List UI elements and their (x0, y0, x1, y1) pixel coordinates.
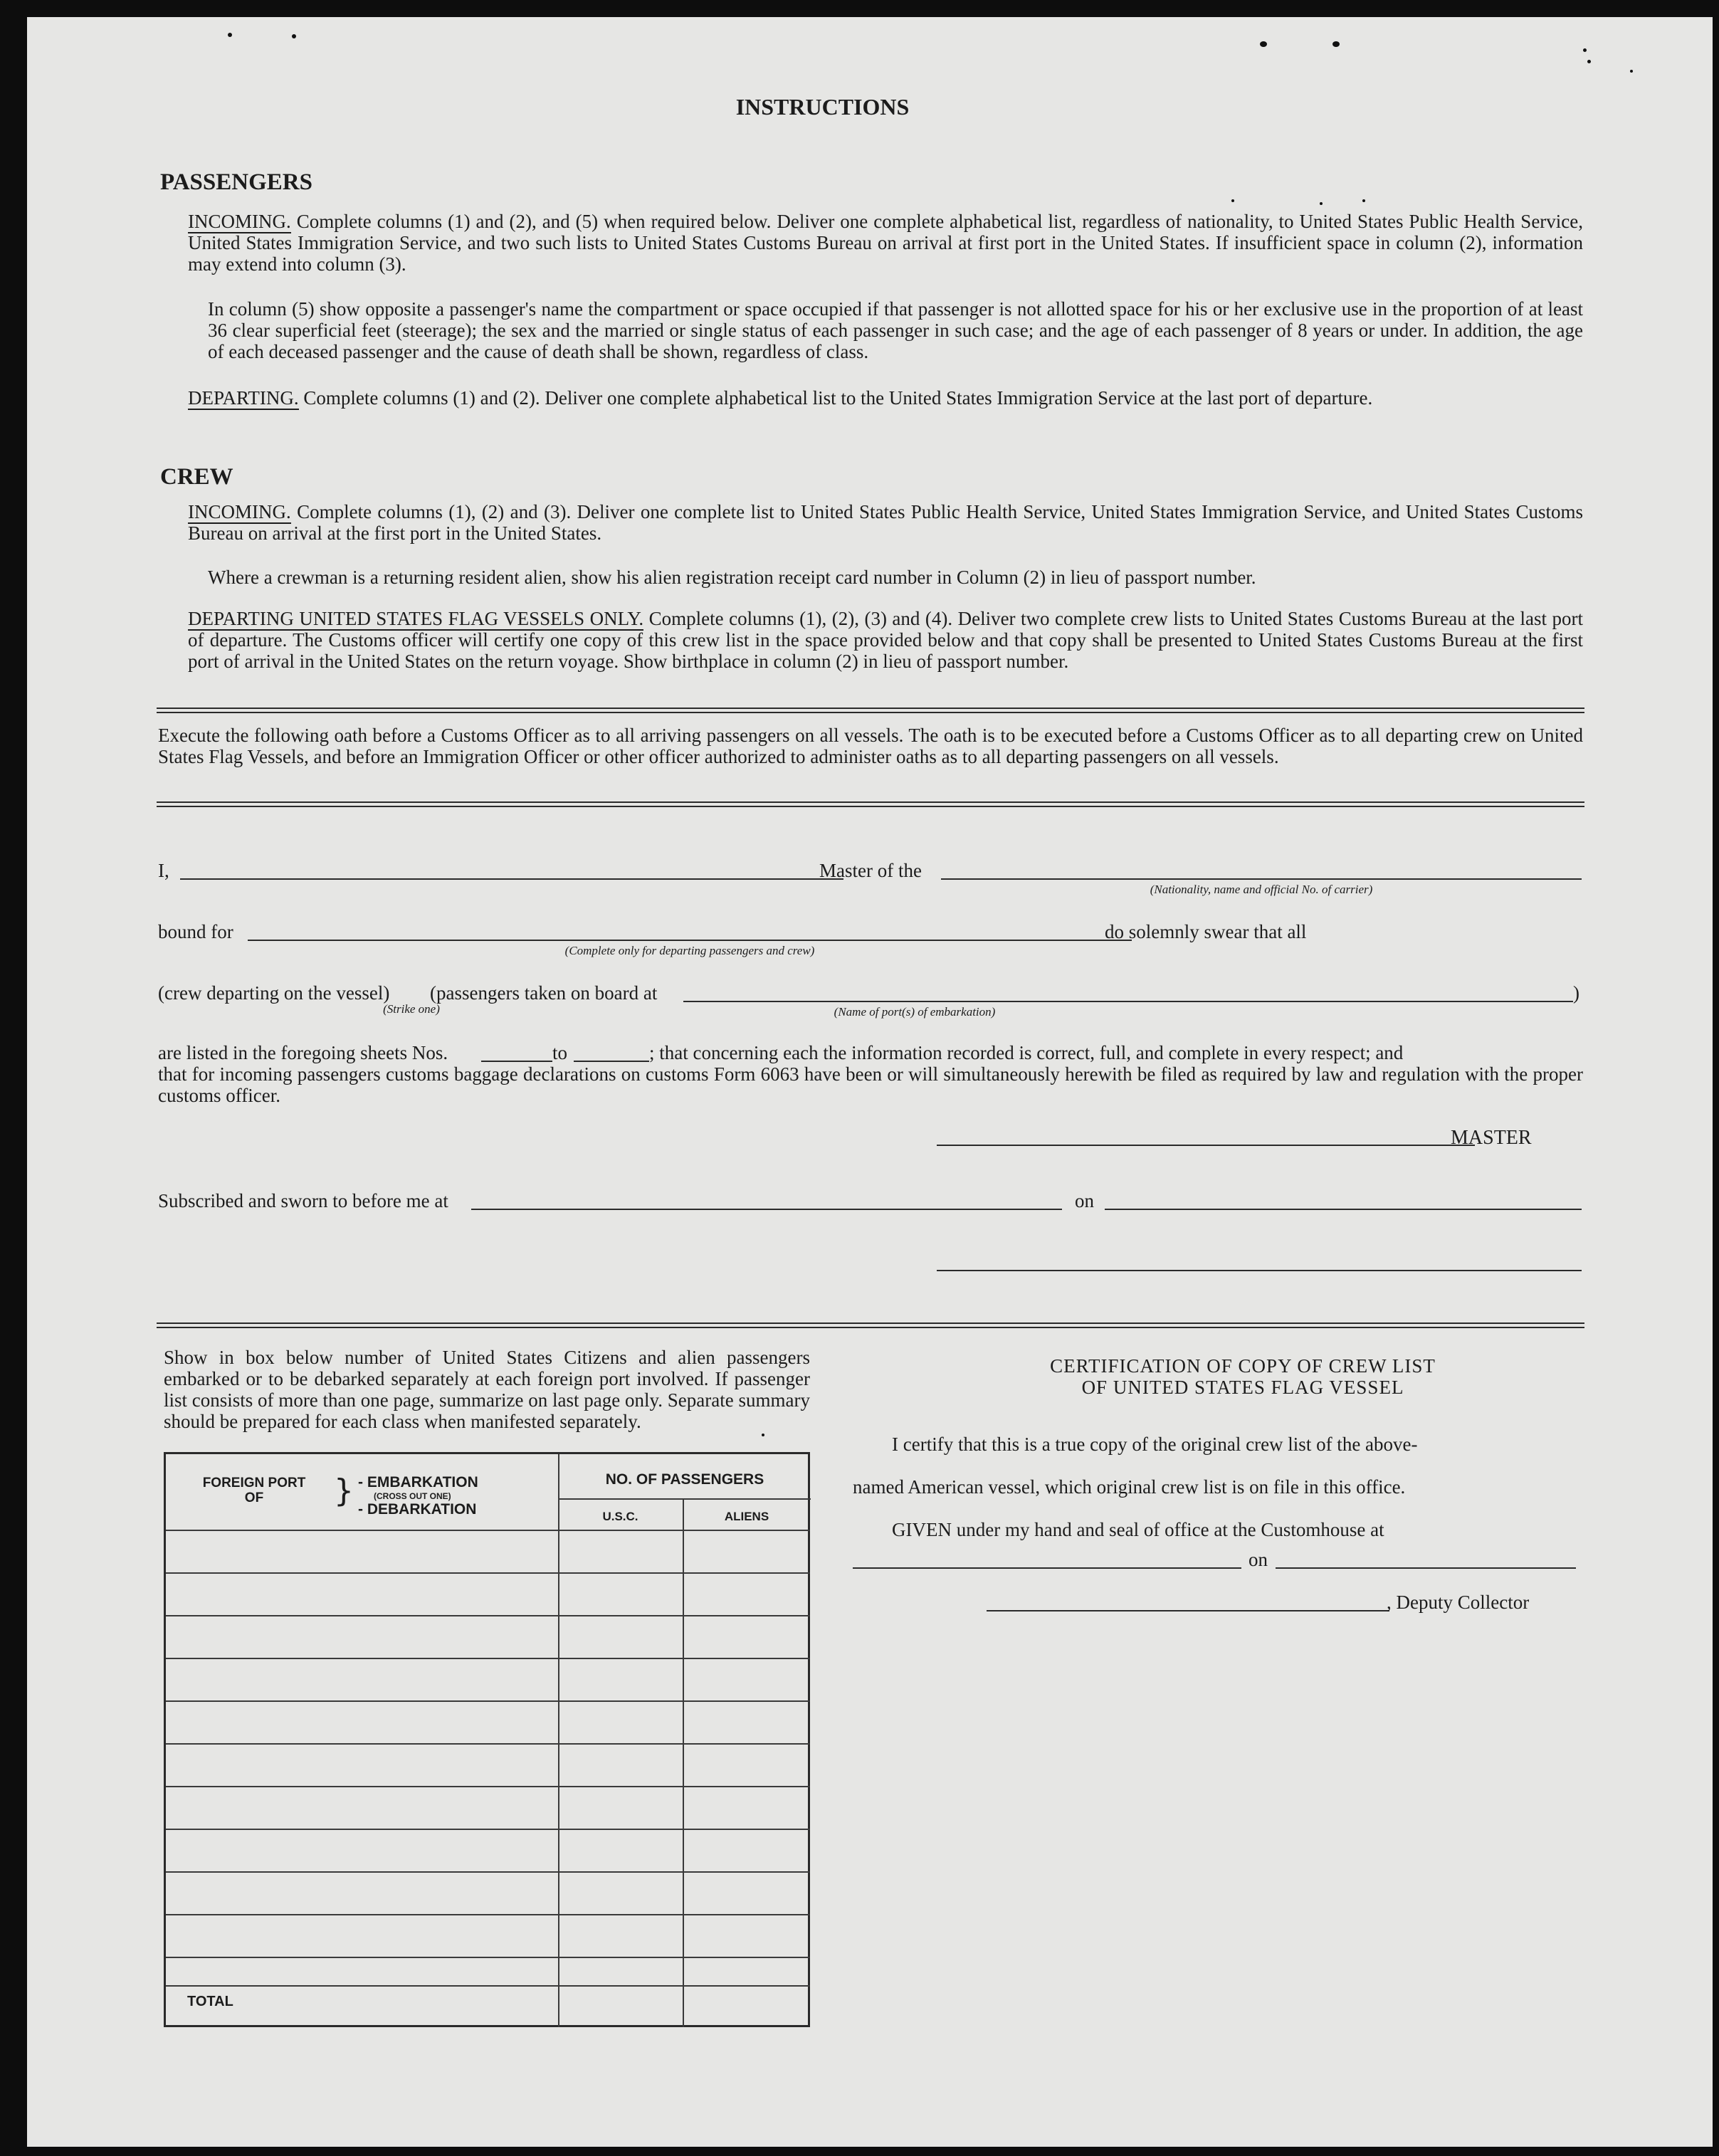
crew-departing-label: DEPARTING UNITED STATES FLAG VESSELS ONLY. (188, 608, 644, 629)
carrier-field[interactable] (941, 878, 1582, 880)
master-name-field[interactable] (180, 878, 843, 880)
crew-heading: CREW (160, 464, 233, 490)
passengers-heading: PASSENGERS (160, 169, 312, 195)
passengers-incoming-text: Complete columns (1) and (2), and (5) when required below. Deliver one complete alphabetical list, regardless of nationality, to United States Public Health Service, United States Immigration Service, and two such lists to United States Customs Bureau on arrival at first port in the United States. If insufficient space in column (2), information may extend into column (3). (188, 211, 1584, 275)
listed-sheets-continuation: ; that concerning each the information recorded is correct, full, and complete in every respect; and (649, 1042, 1404, 1063)
deputy-signature-field[interactable] (987, 1610, 1389, 1611)
passengers-column5-paragraph: In column (5) show opposite a passenger's name the compartment or space occupied if that passenger is not allotted space for his or her exclusive use in the proportion of at least 36 clear superficial feet (steerage); the sex and the married or single status of each passenger in such case; and the age of each passenger of 8 years or under. In addition, the age of each deceased passenger and the cause of death shall be shown, regardless of class. (208, 298, 1583, 362)
sworn-date-field[interactable] (1105, 1209, 1582, 1210)
scan-speck (1630, 70, 1633, 73)
document-page (27, 17, 1713, 2147)
master-of-the-label: Master of the (819, 860, 922, 881)
header-divider (558, 1498, 811, 1500)
total-label: TOTAL (187, 1994, 233, 2009)
table-row (166, 1572, 810, 1574)
officer-signature-field[interactable] (937, 1270, 1582, 1271)
sheet-from-field[interactable] (481, 1061, 552, 1062)
given-text: GIVEN under my hand and seal of office at the Customhouse at (892, 1519, 1384, 1540)
passengers-departing-label: DEPARTING. (188, 387, 299, 409)
cross-out-one-note: (CROSS OUT ONE) (374, 1491, 451, 1501)
master-signature-field[interactable] (937, 1145, 1475, 1146)
page-title: INSTRUCTIONS (735, 94, 910, 120)
sworn-on-label: on (1075, 1190, 1094, 1211)
nationality-caption: (Nationality, name and official No. of carrier) (1150, 883, 1373, 896)
crew-incoming-text: Complete columns (1), (2) and (3). Deliver one complete list to United States Public Health Service, United States Immigration Service, and United States Customs Bureau on arrival at the first port in the United States. (188, 501, 1584, 544)
crew-departing-option[interactable]: (crew departing on the vessel) (158, 982, 390, 1004)
passengers-incoming-paragraph (188, 211, 1583, 275)
scan-speck (1583, 48, 1587, 52)
scan-speck (1231, 199, 1234, 202)
certification-on-label: on (1248, 1549, 1268, 1570)
scan-speck (292, 34, 296, 38)
foreign-port-of-header: FOREIGN PORT OF (202, 1476, 306, 1505)
summary-instructions: Show in box below number of United States Citizens and alien passengers embarked or to be debarked separately at each foreign port involved. If passenger list consists of more than one page, summarize on last page only. Separate summary should be prepared for each class when manifested separately. (164, 1347, 810, 1432)
scan-speck (1320, 202, 1323, 205)
customhouse-field[interactable] (853, 1567, 1241, 1569)
table-row (166, 1786, 810, 1787)
aliens-header: ALIENS (724, 1510, 769, 1523)
passengers-taken-option[interactable]: (passengers taken on board at (430, 982, 658, 1004)
listed-sheets-rest: that for incoming passengers customs baggage declarations on customs Form 6063 have been or will simultaneously herewith be filed as required by law and regulation with the proper customs officer. (158, 1063, 1583, 1106)
table-row (166, 1985, 810, 1987)
sheet-to-field[interactable] (574, 1061, 649, 1062)
certification-date-field[interactable] (1276, 1567, 1576, 1569)
ports-caption: (Name of port(s) of embarkation) (834, 1005, 996, 1019)
crew-departing-paragraph (188, 608, 1583, 672)
certify-line1: I certify that this is a true copy of the original crew list of the above- (892, 1434, 1418, 1455)
divider-double (157, 801, 1584, 807)
certification-title (903, 1355, 1583, 1398)
scan-speck (1587, 60, 1591, 63)
embarkation-option[interactable]: - EMBARKATION (358, 1474, 478, 1490)
oath-intro: Execute the following oath before a Customs Officer as to all arriving passengers on all vessels. The oath is to be executed before a Customs Officer as to all departing crew on United States Flag Vessels, and before an Immigration Officer or other officer authorized to administer oaths as to all departing passengers on all vessels. (158, 725, 1583, 767)
table-row (166, 1914, 810, 1915)
col-divider (683, 1498, 684, 2027)
table-row (166, 1658, 810, 1659)
scan-speck (1332, 41, 1340, 47)
table-row (166, 1957, 810, 1958)
passenger-summary-table (164, 1452, 810, 2027)
certify-line2: named American vessel, which original crew list is on file in this office. (853, 1476, 1406, 1498)
scan-speck (228, 33, 232, 37)
deputy-collector-label: , Deputy Collector (1387, 1592, 1530, 1613)
bound-for-label: bound for (158, 921, 233, 942)
crew-departing-text: Complete columns (1), (2), (3) and (4). Deliver two complete crew lists to United States Customs Bureau at the last port of departure. The Customs officer will certify one copy of this crew list in the space provided below and that copy shall be presented to United States Customs Bureau at the first port of arrival in the United States on the return voyage. Show birthplace in column (2) in lieu of passport number. (188, 608, 1584, 672)
sworn-place-field[interactable] (471, 1209, 1062, 1210)
table-row (166, 1743, 810, 1745)
oath-i-label: I, (158, 860, 169, 881)
table-row (166, 1615, 810, 1616)
scan-speck (1260, 41, 1267, 47)
crew-resident-paragraph: Where a crewman is a returning resident alien, show his alien registration receipt card number in Column (2) in lieu of passport number. (208, 567, 1256, 588)
debarkation-option[interactable]: - DEBARKATION (358, 1501, 477, 1518)
master-label: MASTER (1451, 1127, 1532, 1149)
scan-speck (762, 1434, 764, 1436)
table-row (166, 1700, 810, 1702)
subscribed-label: Subscribed and sworn to before me at (158, 1190, 448, 1211)
scan-speck (1362, 199, 1365, 202)
no-of-passengers-header: NO. OF PASSENGERS (605, 1471, 764, 1488)
crew-incoming-label: INCOMING. (188, 501, 291, 522)
passengers-departing-text: Complete columns (1) and (2). Deliver one complete alphabetical list to the United States Immigration Service at the last port of departure. (303, 387, 1373, 409)
divider-double (157, 1322, 1584, 1328)
passengers-incoming-label: INCOMING. (188, 211, 291, 232)
table-row (166, 1829, 810, 1830)
solemnly-swear-text: do solemnly swear that all (1105, 921, 1307, 942)
crew-incoming-paragraph (188, 501, 1583, 544)
certification-title-line2: OF UNITED STATES FLAG VESSEL (1081, 1377, 1404, 1398)
brace-left-icon: } (334, 1473, 354, 1509)
col-divider (558, 1454, 559, 2027)
listed-to-label: to (552, 1042, 568, 1063)
usc-header: U.S.C. (602, 1510, 638, 1523)
certification-title-line1: CERTIFICATION OF COPY OF CREW LIST (1050, 1355, 1436, 1377)
embarkation-port-field[interactable] (683, 1001, 1573, 1002)
divider-double (157, 708, 1584, 713)
bound-for-field[interactable] (248, 940, 1132, 941)
listed-sheets-label: are listed in the foregoing sheets Nos. (158, 1042, 448, 1063)
close-paren: ) (1573, 982, 1579, 1004)
strike-one-caption: (Strike one) (383, 1002, 440, 1016)
complete-only-caption: (Complete only for departing passengers and crew) (564, 944, 815, 957)
table-row (166, 1871, 810, 1873)
passengers-departing-paragraph (188, 387, 1583, 409)
table-row (166, 1530, 810, 1531)
